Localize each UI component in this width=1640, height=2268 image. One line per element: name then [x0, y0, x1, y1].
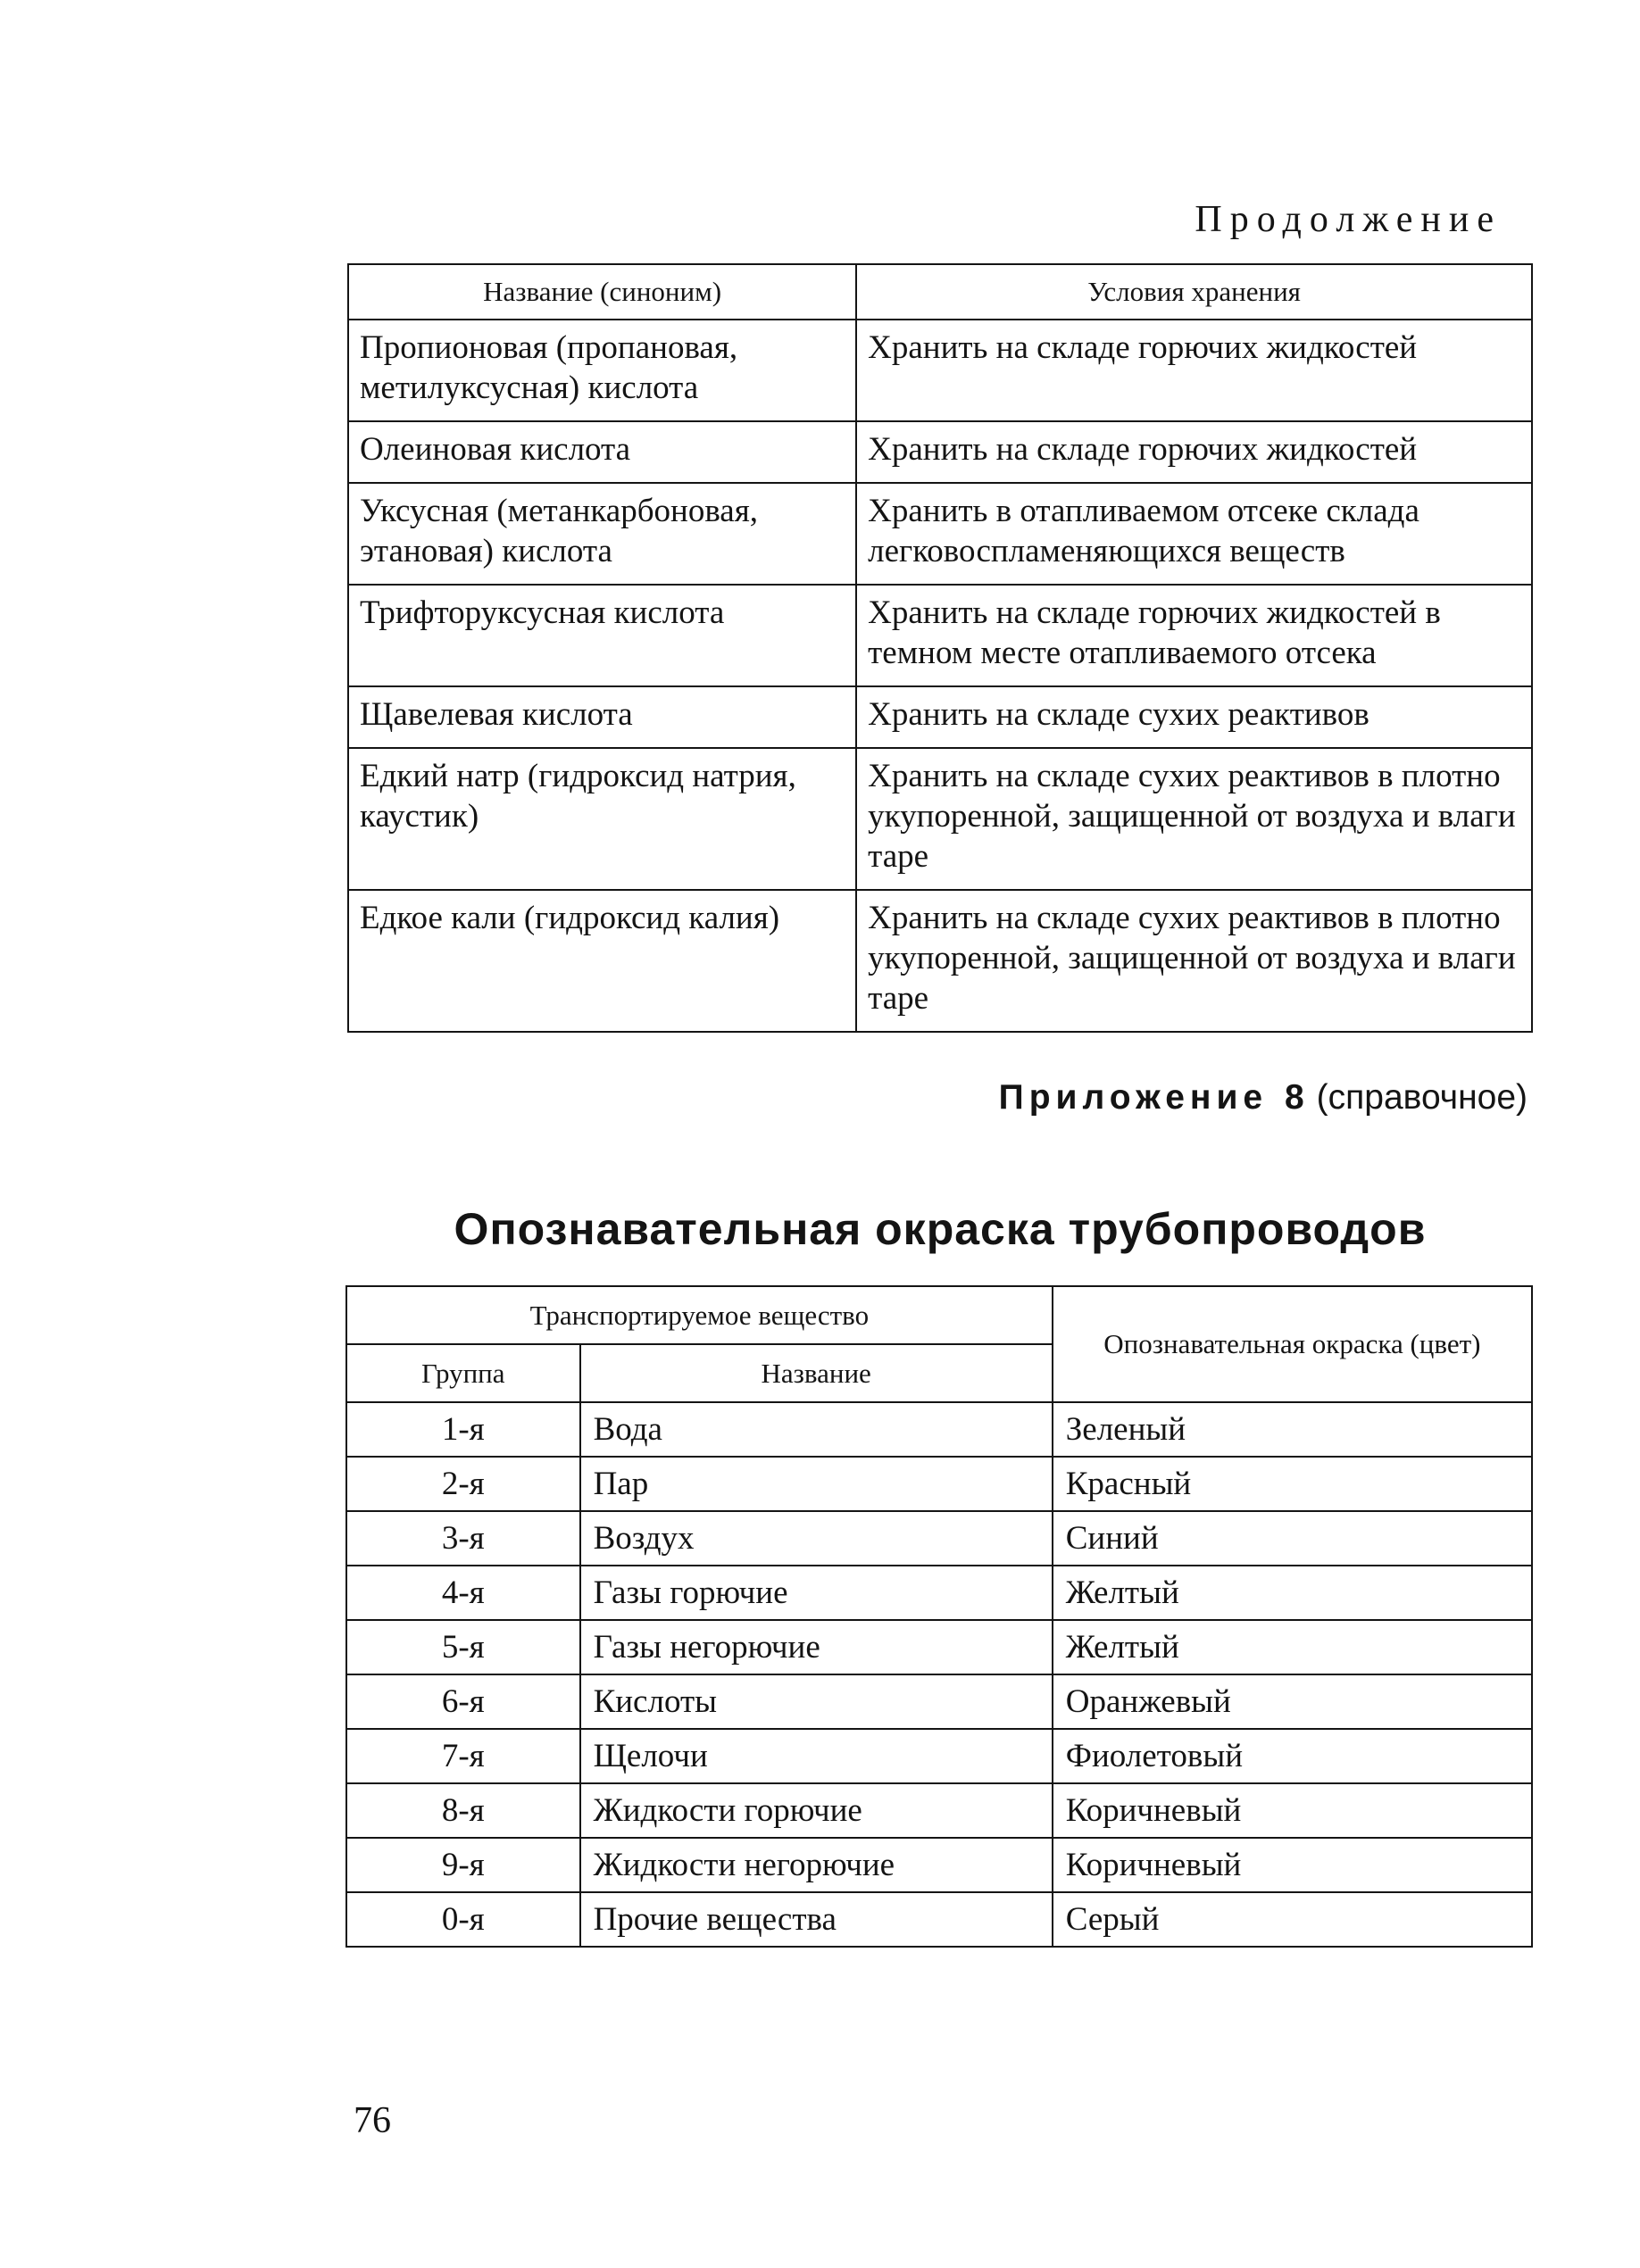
- table-row: [348, 421, 1532, 483]
- appendix-heading: [999, 1078, 1528, 1117]
- color-cell: Коричневый: [1053, 1783, 1532, 1838]
- header-substance: Транспортируемое вещество: [346, 1286, 1053, 1344]
- table-row: [346, 1838, 1532, 1892]
- table-row: [348, 585, 1532, 686]
- appendix-number: 8: [1284, 1078, 1304, 1117]
- table-header-row: [346, 1286, 1532, 1344]
- storage-condition: Хранить на складе сухих реактивов: [856, 686, 1532, 748]
- table-row: [346, 1892, 1532, 1947]
- storage-conditions-table: [347, 263, 1533, 1033]
- group-cell: 8-я: [346, 1783, 580, 1838]
- storage-condition: Хранить на складе сухих реактивов в плотно укупоренной, защищенной от воздуха и влаги таре: [856, 748, 1532, 890]
- substance-cell: Прочие вещества: [580, 1892, 1053, 1947]
- header-name: Название: [580, 1344, 1053, 1402]
- table-row: [346, 1566, 1532, 1620]
- group-cell: 9-я: [346, 1838, 580, 1892]
- group-cell: 3-я: [346, 1511, 580, 1566]
- color-cell: Серый: [1053, 1892, 1532, 1947]
- storage-condition: Хранить на складе горючих жидкостей в темном месте отапливаемого отсека: [856, 585, 1532, 686]
- table-row: [346, 1620, 1532, 1674]
- substance-cell: Вода: [580, 1402, 1053, 1457]
- continuation-label: Продолжение: [1195, 199, 1502, 240]
- table-row: [346, 1729, 1532, 1783]
- table-row: [346, 1783, 1532, 1838]
- appendix-label: Приложение: [998, 1078, 1269, 1117]
- color-cell: Красный: [1053, 1457, 1532, 1511]
- substance-name: Пропионовая (пропановая, метилуксусная) кислота: [348, 320, 856, 421]
- page-number: 76: [354, 2100, 391, 2141]
- color-cell: Коричневый: [1053, 1838, 1532, 1892]
- substance-name: Едкий натр (гидроксид натрия, каустик): [348, 748, 856, 890]
- substance-cell: Щелочи: [580, 1729, 1053, 1783]
- color-cell: Зеленый: [1053, 1402, 1532, 1457]
- substance-cell: Пар: [580, 1457, 1053, 1511]
- group-cell: 7-я: [346, 1729, 580, 1783]
- table-row: [348, 483, 1532, 585]
- pipe-color-table: [345, 1285, 1533, 1948]
- storage-condition: Хранить на складе горючих жидкостей: [856, 421, 1532, 483]
- storage-condition: Хранить на складе горючих жидкостей: [856, 320, 1532, 421]
- appendix-note: (справочное): [1316, 1078, 1528, 1117]
- color-cell: Синий: [1053, 1511, 1532, 1566]
- header-name: Название (синоним): [348, 264, 856, 320]
- substance-name: Уксусная (метанкарбоновая, этановая) кислота: [348, 483, 856, 585]
- table-row: [348, 686, 1532, 748]
- storage-condition: Хранить на складе сухих реактивов в плотно укупоренной, защищенной от воздуха и влаги таре: [856, 890, 1532, 1032]
- substance-name: Щавелевая кислота: [348, 686, 856, 748]
- header-storage: Условия хранения: [856, 264, 1532, 320]
- color-cell: Оранжевый: [1053, 1674, 1532, 1729]
- group-cell: 5-я: [346, 1620, 580, 1674]
- color-cell: Фиолетовый: [1053, 1729, 1532, 1783]
- table-row: [348, 320, 1532, 421]
- group-cell: 1-я: [346, 1402, 580, 1457]
- table-row: [346, 1674, 1532, 1729]
- substance-cell: Жидкости негорючие: [580, 1838, 1053, 1892]
- color-cell: Желтый: [1053, 1620, 1532, 1674]
- table-header-row: [348, 264, 1532, 320]
- storage-condition: Хранить в отапливаемом отсеке склада легковоспламеняющихся веществ: [856, 483, 1532, 585]
- substance-cell: Жидкости горючие: [580, 1783, 1053, 1838]
- table-row: [346, 1511, 1532, 1566]
- substance-cell: Газы горючие: [580, 1566, 1053, 1620]
- substance-cell: Кислоты: [580, 1674, 1053, 1729]
- group-cell: 6-я: [346, 1674, 580, 1729]
- table-row: [346, 1457, 1532, 1511]
- table-row: [348, 748, 1532, 890]
- color-cell: Желтый: [1053, 1566, 1532, 1620]
- section-title: Опознавательная окраска трубопроводов: [454, 1204, 1427, 1254]
- header-color: Опознавательная окраска (цвет): [1053, 1286, 1532, 1402]
- substance-name: Трифторуксусная кислота: [348, 585, 856, 686]
- header-group: Группа: [346, 1344, 580, 1402]
- substance-name: Олеиновая кислота: [348, 421, 856, 483]
- substance-name: Едкое кали (гидроксид калия): [348, 890, 856, 1032]
- substance-cell: Воздух: [580, 1511, 1053, 1566]
- group-cell: 2-я: [346, 1457, 580, 1511]
- group-cell: 4-я: [346, 1566, 580, 1620]
- group-cell: 0-я: [346, 1892, 580, 1947]
- substance-cell: Газы негорючие: [580, 1620, 1053, 1674]
- table-row: [348, 890, 1532, 1032]
- table-row: [346, 1402, 1532, 1457]
